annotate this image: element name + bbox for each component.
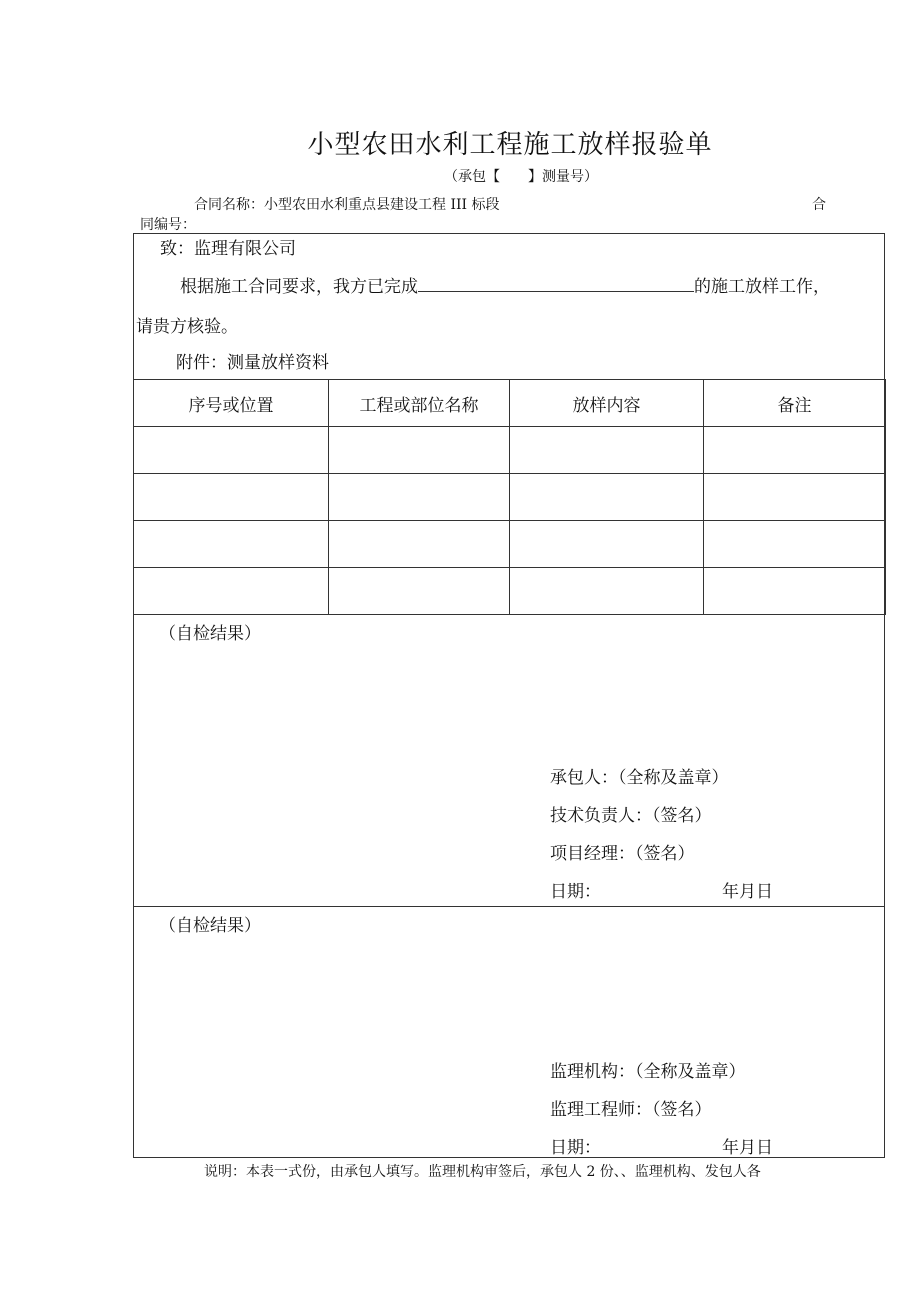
tech-lead-sign-line: 技术负责人：（签名）	[550, 806, 712, 826]
table-header-row	[134, 380, 886, 427]
self-check-label: （自检结果）	[159, 916, 261, 936]
table-row	[134, 521, 886, 568]
table-cell[interactable]	[134, 521, 329, 568]
agency-sign-line: 监理机构：（全称及盖章）	[550, 1062, 746, 1082]
completed-work-blank[interactable]	[418, 276, 694, 292]
form-subtitle: （承包【 】测量号）	[444, 169, 598, 185]
table-cell[interactable]	[510, 474, 704, 521]
table-cell[interactable]	[134, 568, 329, 615]
contract-name: 合同名称：小型农田水利重点县建设工程 III 标段	[194, 197, 500, 213]
contract-no-prefix: 合	[812, 197, 826, 213]
date-suffix: 年月日	[722, 882, 773, 902]
header-remarks: 备注	[704, 380, 886, 427]
table-cell[interactable]	[329, 427, 510, 474]
table-cell[interactable]	[704, 474, 886, 521]
request-text-after: 的施工放样工作，	[694, 277, 830, 297]
pm-sign-line: 项目经理：（签名）	[550, 844, 695, 864]
form-frame	[133, 233, 885, 1158]
header-part-name: 工程或部位名称	[329, 380, 510, 427]
form-title: 小型农田水利工程施工放样报验单	[307, 130, 713, 160]
setout-table	[133, 379, 886, 615]
request-line-2: 请贵方核验。	[136, 317, 238, 337]
header-setout-content: 放样内容	[510, 380, 704, 427]
request-text-before: 根据施工合同要求，我方已完成	[180, 277, 418, 297]
table-cell[interactable]	[704, 521, 886, 568]
engineer-sign-line: 监理工程师：（签名）	[550, 1100, 712, 1120]
contract-no: 同编号：	[140, 217, 196, 233]
self-check-label: （自检结果）	[159, 624, 261, 644]
table-row	[134, 568, 886, 615]
table-cell[interactable]	[704, 427, 886, 474]
date-label: 日期：	[550, 882, 601, 902]
request-line	[180, 272, 830, 297]
date-suffix: 年月日	[722, 1138, 773, 1158]
table-cell[interactable]	[510, 521, 704, 568]
table-cell[interactable]	[329, 474, 510, 521]
date-label: 日期：	[550, 1138, 601, 1158]
attachment-line: 附件：测量放样资料	[176, 353, 329, 373]
table-cell[interactable]	[510, 427, 704, 474]
table-cell[interactable]	[134, 474, 329, 521]
header-position: 序号或位置	[134, 380, 329, 427]
table-cell[interactable]	[134, 427, 329, 474]
contractor-section	[133, 614, 885, 906]
footer-note: 说明：本表一式份，由承包人填写。监理机构审签后，承包人 2 份、、监理机构、发包人各	[204, 1164, 761, 1180]
table-cell[interactable]	[329, 568, 510, 615]
contractor-sign-line: 承包人：（全称及盖章）	[550, 768, 729, 788]
table-cell[interactable]	[510, 568, 704, 615]
addressee: 致：监理有限公司	[160, 239, 296, 259]
table-cell[interactable]	[704, 568, 886, 615]
supervisor-section	[133, 906, 885, 1158]
table-cell[interactable]	[329, 521, 510, 568]
table-row	[134, 474, 886, 521]
table-row	[134, 427, 886, 474]
